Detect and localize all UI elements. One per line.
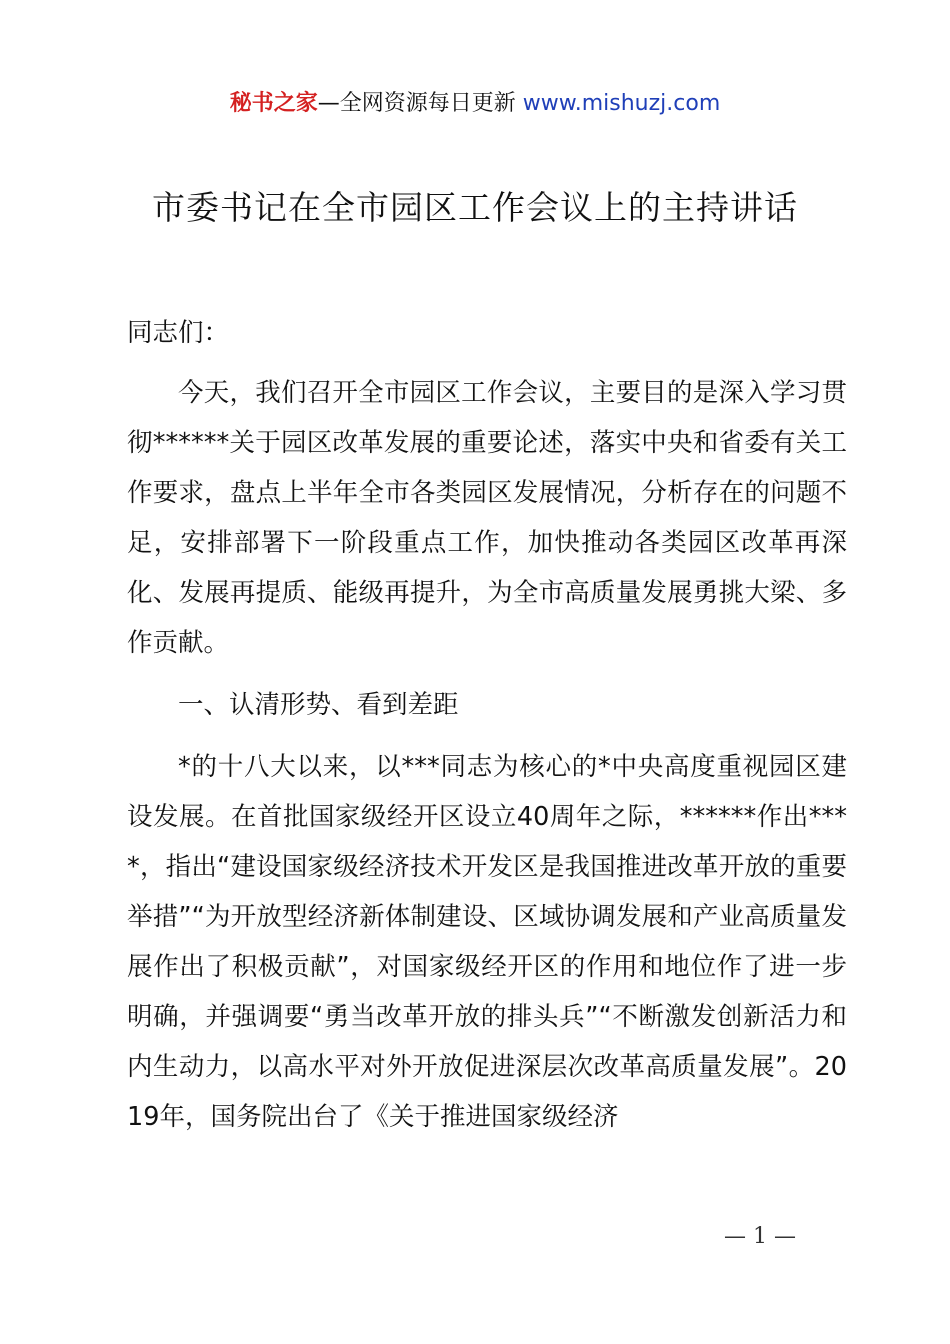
- site-tagline: —全网资源每日更新: [317, 91, 523, 116]
- document-title: 市委书记在全市园区工作会议上的主持讲话: [152, 188, 798, 227]
- paragraph-intro: 今天，我们召开全市园区工作会议，主要目的是深入学习贯彻******关于园区改革发展的重要论述，落实中央和省委有关工作要求，盘点上半年全市各类园区发展情况，分析存在的问题不足，安排部署下一阶段重点工作，加快推动各类园区改革再深化、发展再提质、能级再提升，为全市高质量发展勇挑大梁、多作贡献。: [127, 378, 847, 658]
- page-number: — 1 —: [724, 1224, 796, 1249]
- site-url-link[interactable]: www.mishuzj.com: [522, 91, 721, 116]
- site-brand: 秘书之家: [229, 91, 318, 116]
- salutation: 同志们：: [127, 318, 230, 348]
- paragraph-situation: *的十八大以来，以***同志为核心的*中央高度重视园区建设发展。在首批国家级经开区设立40周年之际，******作出****，指出“建设国家级经济技术开发区是我国推进改革开放的重要举措”“为开放型经济新体制建设、区域协调发展和产业高质量发展作出了积极贡献”，对国家级经开区的作用和地位作了进一步明确，并强调要“勇当改革开放的排头兵”“不断激发创新活力和内生动力，以高水平对外开放促进深层次改革高质量发展”。2019年，国务院出台了《关于推进国家级经济: [127, 752, 847, 1132]
- section-heading-1: 一、认清形势、看到差距: [178, 690, 459, 720]
- site-header: [0, 88, 950, 120]
